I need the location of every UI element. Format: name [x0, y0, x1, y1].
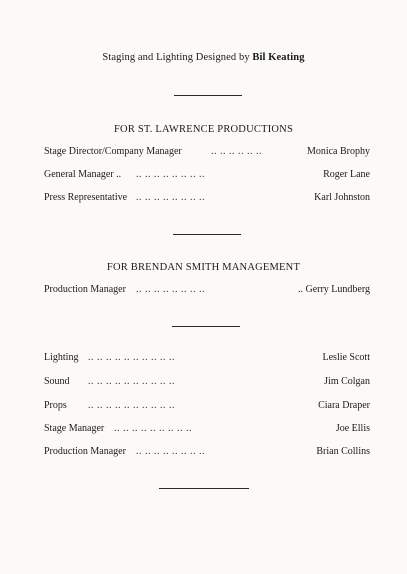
leader-dots: .. .. .. .. .. .. .. .. .. .. [88, 400, 175, 411]
credit-role: Lighting [44, 352, 79, 363]
credit-person: Karl Johnston [314, 192, 370, 203]
divider-rule [173, 234, 241, 235]
credit-row [44, 400, 370, 414]
design-credit-prefix: Staging and Lighting Designed by [102, 52, 250, 63]
leader-dots: .. .. .. .. .. .. .. .. [136, 192, 205, 203]
credit-row [44, 376, 370, 390]
leader-dots: .. .. .. .. .. .. .. .. [136, 284, 205, 295]
credit-row [44, 352, 370, 366]
leader-dots: .. .. .. .. .. .. .. .. .. .. [88, 376, 175, 387]
credit-person: Brian Collins [316, 446, 370, 457]
divider-rule [159, 488, 249, 489]
credit-role: Production Manager [44, 284, 126, 295]
credit-row [44, 192, 370, 206]
credit-row [44, 169, 370, 183]
section-heading-brendan-smith: FOR BRENDAN SMITH MANAGEMENT [106, 262, 301, 273]
credit-person: Monica Brophy [306, 146, 370, 157]
design-credit [0, 52, 407, 63]
credit-person: Roger Lane [323, 169, 370, 180]
credit-role: Sound [44, 376, 70, 387]
section-heading-st-lawrence: FOR ST. LAWRENCE PRODUCTIONS [114, 124, 293, 135]
credit-role: General Manager .. [44, 169, 122, 180]
leader-dots: .. .. .. .. .. .. .. .. [136, 446, 205, 457]
leader-dots: .. .. .. .. .. .. .. .. .. .. [88, 352, 175, 363]
credit-person: Ciara Draper [318, 400, 370, 411]
leader-dots: .. .. .. .. .. .. .. .. .. [114, 423, 192, 434]
credit-role: Props [44, 400, 67, 411]
divider-rule [172, 326, 240, 327]
credit-person: .. Gerry Lundberg [297, 284, 370, 295]
credit-row [44, 146, 370, 160]
credit-row [44, 446, 370, 460]
leader-dots: .. .. .. .. .. .. [211, 146, 262, 157]
credit-row [44, 284, 370, 298]
leader-dots: .. .. .. .. .. .. .. .. [136, 169, 205, 180]
credit-person: Leslie Scott [322, 352, 370, 363]
credit-role: Production Manager [44, 446, 126, 457]
credit-person: Jim Colgan [324, 376, 370, 387]
credit-role: Stage Manager [44, 423, 105, 434]
divider-rule [174, 95, 242, 96]
credit-role: Stage Director/Company Manager [44, 146, 182, 157]
credit-person: Joe Ellis [335, 423, 370, 434]
credit-role: Press Representative [44, 192, 128, 203]
credit-row [44, 423, 370, 437]
designer-name: Bil Keating [252, 52, 305, 63]
